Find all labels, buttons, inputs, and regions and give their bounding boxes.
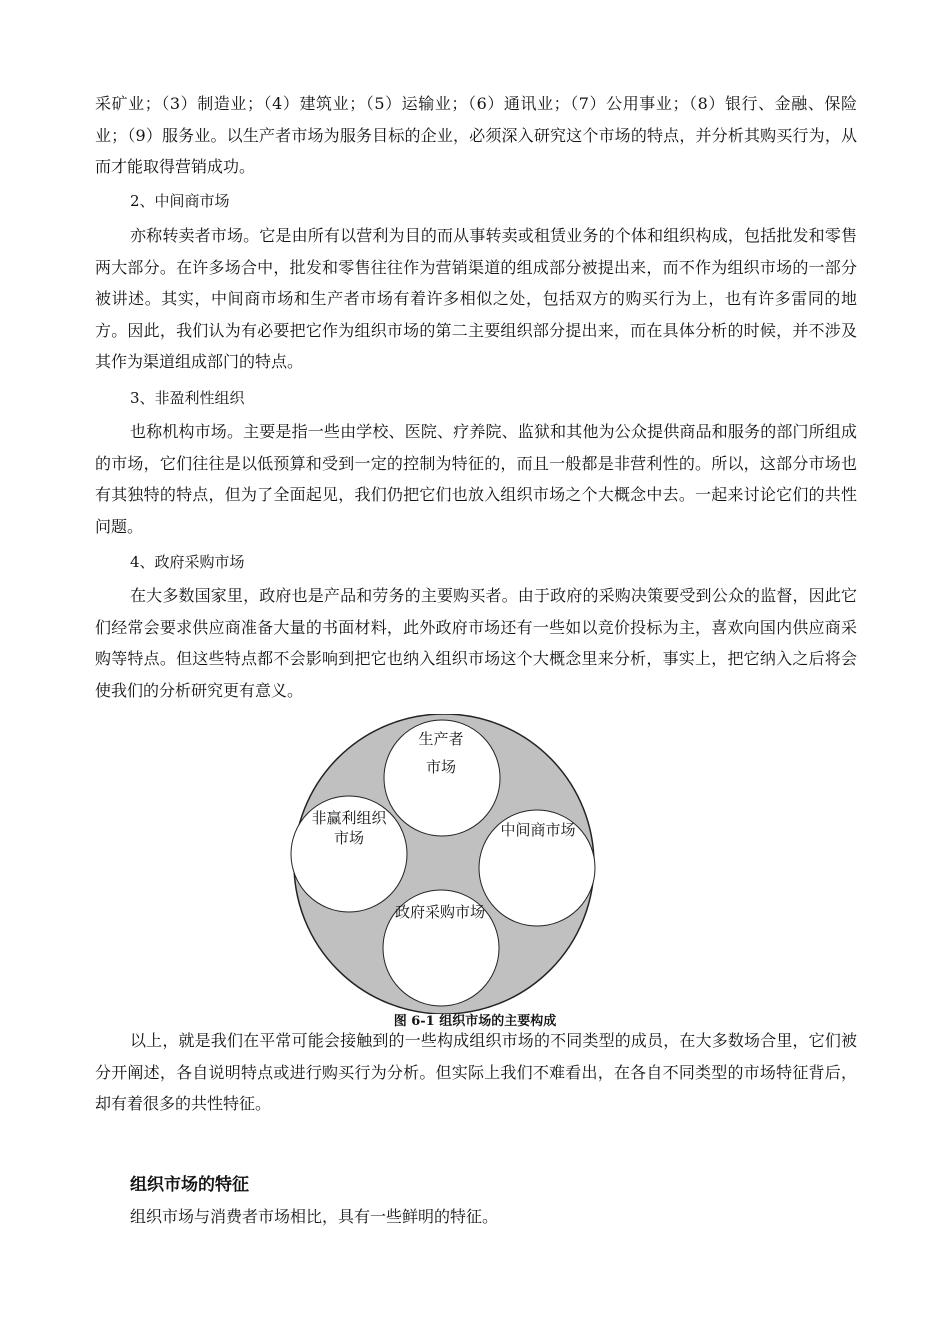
paragraph-intermediary-market: 亦称转卖者市场。它是由所有以营利为目的而从事转卖或租赁业务的个体和组织构成，包括批发和零售两大部分。在许多场合中，批发和零售往往作为营销渠道的组成部分被提出来，而不作为组织市场的一部分被讲述。其实，中间商市场和生产者市场有着许多相似之处，包括双方的购买行为上，也有许多雷同的地方。因此，我们认为有必要把它作为组织市场的第二主要组织部分提出来，而在具体分析的时候，并不涉及其作为渠道组成部门的特点。	[95, 226, 857, 371]
heading-government-procurement: 4、政府采购市场	[130, 553, 245, 571]
producer-label-line1: 生产者	[418, 730, 464, 748]
paragraph-government-procurement: 在大多数国家里，政府也是产品和劳务的主要购买者。由于政府的采购决策要受到公众的监督，因此它们经常会要求供应商准备大量的书面材料，此外政府市场还有一些如以竞价投标为主，喜欢向国内供应商采购等特点。但这些特点都不会影响到把它也纳入组织市场这个大概念里来分析，事实上，把它纳入之后将会使我们的分析研究更有意义。	[95, 586, 857, 700]
heading-nonprofit-organization: 3、非盈利性组织	[130, 389, 245, 407]
figure-caption: 图 6-1 组织市场的主要构成	[393, 1014, 557, 1029]
nonprofit-label-line1: 非赢利组织	[311, 809, 387, 827]
organization-market-diagram	[285, 714, 605, 1014]
paragraph-nonprofit-organization: 也称机构市场。主要是指一些由学校、医院、疗养院、监狱和其他为公众提供商品和服务的部门所组成的市场，它们往往是以低预算和受到一定的控制为特征的，而且一般都是非营利性的。所以，这部分市场也有其独特的特点，但为了全面起见，我们仍把它们也放入组织市场之个大概念中去。一起来讨论它们的共性问题。	[95, 422, 857, 536]
paragraph-summary: 以上，就是我们在平常可能会接触到的一些构成组织市场的不同类型的成员，在大多数场合里，它们被分开阐述，各自说明特点或进行购买行为分析。但实际上我们不难看出，在各自不同类型的市场特征背后，却有着很多的共性特征。	[95, 1031, 857, 1113]
nonprofit-label-line2: 市场	[333, 829, 365, 847]
section-title: 组织市场的特征	[130, 1175, 249, 1194]
paragraph-manufacturing-list: 采矿业；（3）制造业；（4）建筑业；（5）运输业；（6）通讯业；（7）公用事业；（8）银行、金融、保险业；（9）服务业。以生产者市场为服务目标的企业，必须深入研究这个市场的特点，并分析其购买行为，从而才能取得营销成功。	[95, 94, 857, 176]
heading-intermediary-market: 2、中间商市场	[130, 192, 230, 210]
government-label: 政府采购市场	[394, 903, 486, 921]
paragraph-characteristics-intro: 组织市场与消费者市场相比，具有一些鲜明的特征。	[130, 1207, 499, 1226]
intermediary-label: 中间商市场	[500, 821, 576, 839]
producer-label-line2: 市场	[425, 758, 457, 776]
